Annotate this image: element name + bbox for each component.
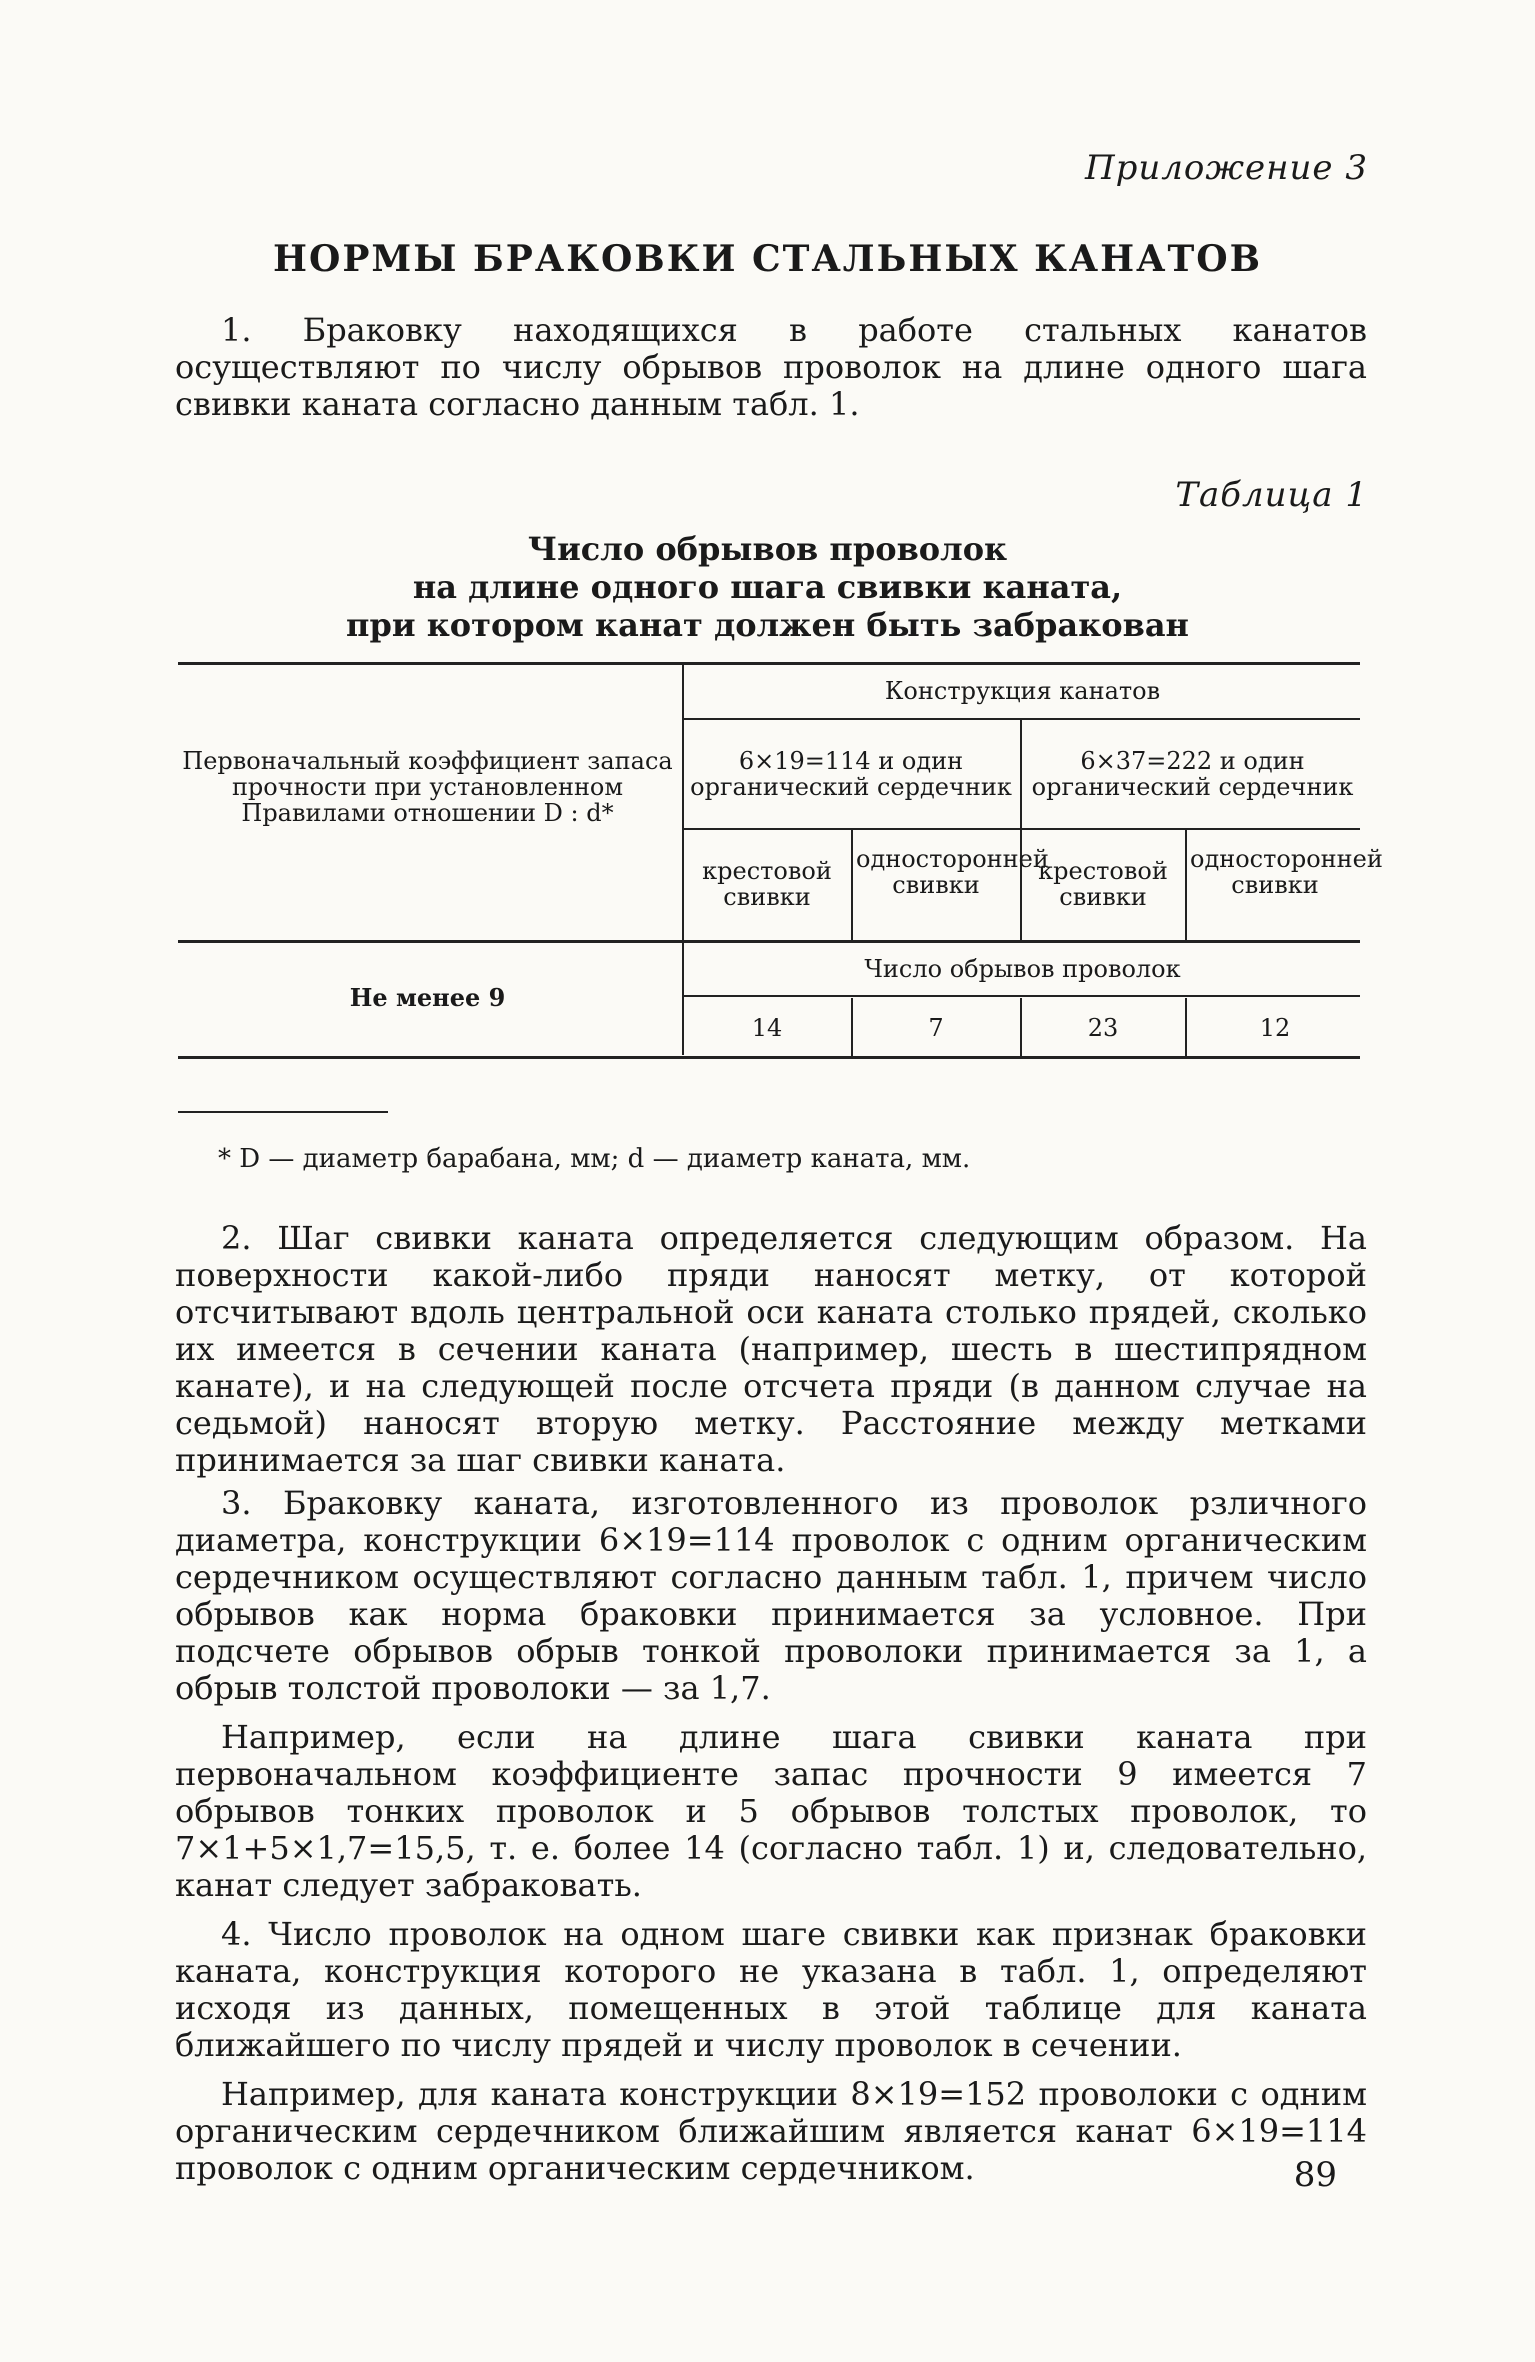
count-header: Число обрывов проволок xyxy=(864,955,1181,983)
subcol-cross-lay-1: крестовой свивки xyxy=(702,857,832,911)
table-vline-val-3 xyxy=(1185,998,1187,1056)
value-cell-3: 23 xyxy=(1087,1014,1119,1042)
rope-rejection-table xyxy=(0,0,1535,1100)
table-label: Таблица 1 xyxy=(1175,475,1368,515)
table-middle-rule xyxy=(178,940,1360,943)
paragraph-6: Например, для каната конструкции 8×19=152 проволоки с одним органическим сердечником ближайшим является канат 6×19=114 проволок с одним органическим сердечником. xyxy=(175,2075,1367,2187)
paragraph-4: Например, если на длине шага свивки каната при первоначальном коэффициенте запас прочности 9 имеется 7 обрывов тонких проволок и 5 обрывов толстых проволок, то 7×1+5×1,7=15,5, т. е. более 14 (согласно табл. 1) и, следовательно, канат следует забраковать. xyxy=(175,1718,1367,1904)
construction-group-6x19: 6×19=114 и один органический сердечник xyxy=(690,747,1012,801)
count-header-rule xyxy=(683,995,1360,997)
table-vline-sub-1 xyxy=(851,830,853,940)
table-top-rule xyxy=(178,662,1360,665)
table-vline-main xyxy=(682,665,684,1055)
caption-line-1: Число обрывов проволок xyxy=(527,530,1008,568)
row-label: Не менее 9 xyxy=(349,983,506,1012)
page-title: НОРМЫ БРАКОВКИ СТАЛЬНЫХ КАНАТОВ xyxy=(272,238,1263,280)
body-text xyxy=(175,1220,1367,2187)
paragraph-3: 3. Браковку каната, изготовленного из проволок рзличного диаметра, конструкции 6×19=114 проволок с одним органическим сердечником осуществляют согласно данным табл. 1, причем число обрывов как норма браковки принимается за условное. При подсчете обрывов обрыв тонкой проволоки принимается за 1, а обрыв толстой проволоки — за 1,7. xyxy=(175,1484,1367,1707)
appendix-label: Приложение 3 xyxy=(1084,148,1368,188)
value-cell-4: 12 xyxy=(1259,1014,1291,1042)
table-vline-val-2 xyxy=(1020,998,1022,1056)
caption-line-3: при котором канат должен быть забракован xyxy=(346,606,1189,644)
table-vline-sub-2 xyxy=(1185,830,1187,940)
row-header-cell: Первоначальный коэффициент запаса прочности при установленном Правилами отношении D : d* xyxy=(182,747,673,827)
paragraph-5: 4. Число проволок на одном шаге свивки как признак браковки каната, конструкция которого не указана в табл. 1, определяют исходя из данных, помещенных в этой таблице для каната ближайшего по числу прядей и числу проволок в сечении. xyxy=(175,1915,1367,2064)
construction-group-6x37: 6×37=222 и один органический сердечник xyxy=(1031,747,1354,801)
subcol-lang-lay-1: односторонней свивки xyxy=(856,845,1049,899)
subcol-lang-lay-2: односторонней свивки xyxy=(1190,845,1383,899)
caption-line-2: на длине одного шага свивки каната, xyxy=(412,568,1123,606)
page-number: 89 xyxy=(1293,2155,1337,2195)
paragraph-1-text: 1. Браковку находящихся в работе стальных канатов осуществляют по числу обрывов проволок на длине одного шага свивки каната согласно данным табл. 1. xyxy=(175,311,1367,423)
table-bottom-rule xyxy=(178,1056,1360,1059)
value-cell-2: 7 xyxy=(928,1014,944,1042)
paragraph-2: 2. Шаг свивки каната определяется следующим образом. На поверхности какой-либо пряди наносят метку, от которой отсчитывают вдоль центральной оси каната столько прядей, сколько их имеется в сечении каната (например, шесть в шестипрядном канате), и на следующей после отсчета пряди (в данном случае на седьмой) наносят вторую метку. Расстояние между метками принимается за шаг свивки каната. xyxy=(175,1219,1367,1479)
footnote: * D — диаметр барабана, мм; d — диаметр каната, мм. xyxy=(218,1144,971,1174)
footnote-rule xyxy=(178,1111,388,1113)
subcol-cross-lay-2: крестовой свивки xyxy=(1038,857,1168,911)
construction-header: Конструкция канатов xyxy=(884,677,1161,705)
value-cell-1: 14 xyxy=(751,1014,783,1042)
table-vline-groups xyxy=(1020,720,1022,940)
table-vline-val-1 xyxy=(851,998,853,1056)
